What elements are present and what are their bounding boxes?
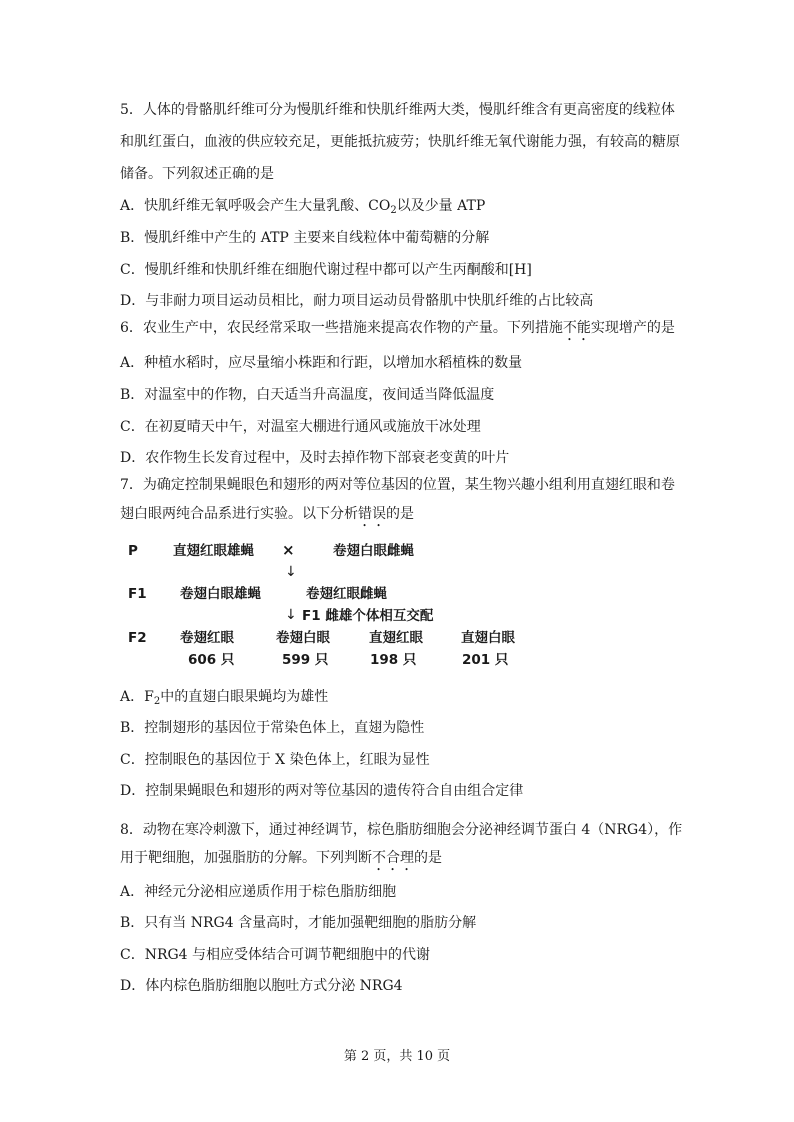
q5-option-a-text-end: 以及少量 ATP xyxy=(396,198,486,214)
cross-f2-pheno-4: 直翅白眼 xyxy=(461,630,515,646)
q7-stem-line-2 xyxy=(120,505,414,530)
cross-down-arrow-1: ↓ xyxy=(285,564,297,580)
q8-option-b: B．只有当 NRG4 含量高时，才能加强靶细胞的脂肪分解 xyxy=(120,915,477,931)
q8-stem-line-2 xyxy=(120,849,442,874)
q7-stem-emphasis: 错误 xyxy=(358,506,386,522)
cross-times-symbol: × xyxy=(282,541,295,559)
q5-stem-line-3: 储备。下列叙述正确的是 xyxy=(120,166,274,182)
cross-down-arrow-2: ↓ xyxy=(285,607,297,623)
cross-f2-count-3: 198 只 xyxy=(370,652,417,668)
q6-stem-text-end: 实现增产的是 xyxy=(590,320,675,336)
q7-stem-text-end: 的是 xyxy=(386,506,414,522)
q7-stem-line-1: 7．为确定控制果蝇眼色和翅形的两对等位基因的位置，某生物兴趣小组利用直翅红眼和卷 xyxy=(120,477,675,493)
cross-f2-pheno-1: 卷翅红眼 xyxy=(180,630,234,646)
q8-stem-emphasis: 不合理 xyxy=(372,850,414,866)
q5-stem-line-1: 5．人体的骨骼肌纤维可分为慢肌纤维和快肌纤维两大类，慢肌纤维含有更高密度的线粒体 xyxy=(120,102,675,118)
cross-f2-pheno-2: 卷翅白眼 xyxy=(276,630,330,646)
cross-f2-count-1: 606 只 xyxy=(188,652,235,668)
q6-stem xyxy=(120,319,675,344)
q6-stem-emphasis: 不能 xyxy=(562,320,591,336)
cross-p-label: P xyxy=(128,543,138,559)
page-number-footer: 第 2 页，共 10 页 xyxy=(343,1049,451,1064)
q7-stem-text: 翅白眼两纯合品系进行实验。以下分析 xyxy=(120,506,358,522)
cross-f2-pheno-3: 直翅红眼 xyxy=(369,630,423,646)
q5-option-a-subscript: 2 xyxy=(390,205,397,216)
q6-option-a: A．种植水稻时，应尽量缩小株距和行距，以增加水稻植株的数量 xyxy=(120,355,523,371)
cross-f1-note: F1 雌雄个体相互交配 xyxy=(302,608,434,624)
q8-option-d: D．体内棕色脂肪细胞以胞吐方式分泌 NRG4 xyxy=(120,978,403,994)
q8-option-a: A．神经元分泌相应递质作用于棕色脂肪细胞 xyxy=(120,884,397,900)
q5-stem-line-2: 和肌红蛋白，血液的供应较充足，更能抵抗疲劳；快肌纤维无氧代谢能力强，有较高的糖原 xyxy=(120,134,680,150)
q7-option-b: B．控制翅形的基因位于常染色体上，直翅为隐性 xyxy=(120,720,425,736)
q6-option-c: C．在初夏晴天中午，对温室大棚进行通风或施放干冰处理 xyxy=(120,419,481,435)
q5-option-a-text: A．快肌纤维无氧呼吸会产生大量乳酸、CO xyxy=(120,198,391,214)
cross-p-male: 直翅红眼雄蝇 xyxy=(173,543,254,559)
q6-option-d: D．农作物生长发育过程中，及时去掉作物下部衰老变黄的叶片 xyxy=(120,450,510,466)
cross-f2-label: F2 xyxy=(128,630,147,646)
q7-option-a-text-end: 中的直翅白眼果蝇均为雄性 xyxy=(160,689,329,705)
q7-option-a-text: A．F xyxy=(120,689,154,705)
q6-stem-text: 6．农业生产中，农民经常采取一些措施来提高农作物的产量。下列措施 xyxy=(120,320,563,336)
q6-option-b: B．对温室中的作物，白天适当升高温度，夜间适当降低温度 xyxy=(120,387,495,403)
q8-option-c: C．NRG4 与相应受体结合可调节靶细胞中的代谢 xyxy=(120,947,431,963)
q5-option-a xyxy=(120,197,485,220)
q5-option-b: B．慢肌纤维中产生的 ATP 主要来自线粒体中葡萄糖的分解 xyxy=(120,230,490,246)
cross-f2-count-2: 599 只 xyxy=(282,652,329,668)
q7-option-a-subscript: 2 xyxy=(153,696,161,707)
q7-option-d: D．控制果蝇眼色和翅形的两对等位基因的遗传符合自由组合定律 xyxy=(120,783,524,799)
q7-option-a xyxy=(120,688,328,711)
q5-option-d: D．与非耐力项目运动员相比，耐力项目运动员骨骼肌中快肌纤维的占比较高 xyxy=(120,293,594,309)
q8-stem-text-end: 的是 xyxy=(414,850,442,866)
cross-p-female: 卷翅白眼雌蝇 xyxy=(333,543,414,559)
cross-f2-count-4: 201 只 xyxy=(462,652,509,668)
q8-stem-text: 用于靶细胞，加强脂肪的分解。下列判断 xyxy=(120,850,372,866)
cross-f1-male: 卷翅白眼雄蝇 xyxy=(180,586,261,602)
q5-option-c: C．慢肌纤维和快肌纤维在细胞代谢过程中都可以产生丙酮酸和[H] xyxy=(120,262,532,278)
cross-f1-label: F1 xyxy=(128,586,147,602)
cross-f1-female: 卷翅红眼雌蝇 xyxy=(306,586,387,602)
q7-option-c: C．控制眼色的基因位于 X 染色体上，红眼为显性 xyxy=(120,752,430,768)
q8-stem-line-1: 8．动物在寒冷刺激下，通过神经调节，棕色脂肪细胞会分泌神经调节蛋白 4（NRG4），作 xyxy=(120,822,683,838)
